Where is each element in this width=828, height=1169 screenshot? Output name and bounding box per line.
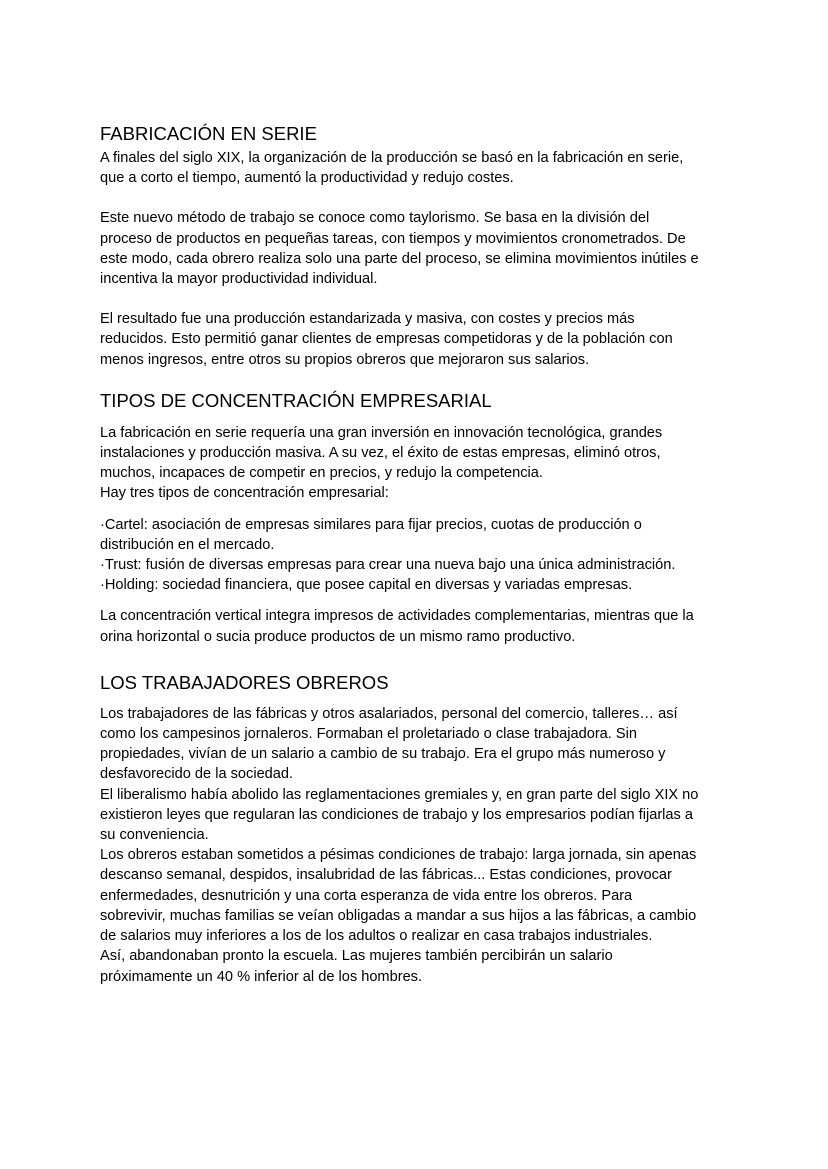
paragraph: [100, 515, 740, 596]
text-line: reducidos. Esto permitió ganar clientes de empresas competidoras y de la población con: [100, 331, 673, 348]
text-line: como los campesinos jornaleros. Formaban el proletariado o clase trabajadora. Sin: [100, 726, 638, 743]
paragraph: [100, 704, 740, 987]
text-line: que a corto el tiempo, aumentó la productividad y redujo costes.: [100, 170, 514, 187]
text-line: distribución en el mercado.: [100, 536, 275, 553]
paragraph: [100, 208, 740, 289]
section-title-trabajadores: LOS TRABAJADORES OBREROS: [100, 671, 389, 693]
document-page: [100, 122, 740, 987]
text-line: incentiva la mayor productividad individual.: [100, 271, 378, 288]
text-line: descanso semanal, despidos, insalubridad de las fábricas... Estas condiciones, provocar: [100, 867, 672, 884]
text-line: su conveniencia.: [100, 827, 209, 844]
text-line: proceso de productos en pequeñas tareas, con tiempos y movimientos cronometrados. De: [100, 230, 686, 247]
text-line: La concentración vertical integra impresos de actividades complementarias, mientras que la: [100, 608, 694, 625]
paragraph: [100, 148, 740, 188]
text-line: A finales del siglo XIX, la organización de la producción se basó en la fabricación en serie,: [100, 150, 684, 166]
text-line: Hay tres tipos de concentración empresarial:: [100, 485, 389, 502]
text-line: muchos, incapaces de competir en precios, y redujo la competencia.: [100, 465, 543, 482]
text-line: instalaciones y producción masiva. A su vez, el éxito de estas empresas, eliminó otros,: [100, 445, 661, 462]
paragraph: [100, 423, 740, 504]
text-line: menos ingresos, entre otros su propios obreros que mejoraron sus salarios.: [100, 351, 590, 368]
paragraph: [100, 606, 740, 646]
text-line: próximamente un 40 % inferior al de los hombres.: [100, 968, 423, 985]
text-line: El resultado fue una producción estandarizada y masiva, con costes y precios más: [100, 311, 635, 328]
text-line: desfavorecido de la sociedad.: [100, 766, 294, 783]
text-line: orina horizontal o sucia produce productos de un mismo ramo productivo.: [100, 628, 576, 645]
list-item-trust: ·Trust: fusión de diversas empresas para crear una nueva bajo una única administración.: [100, 557, 676, 574]
text-line: existieron leyes que regularan las condiciones de trabajo y los empresarios podían fijarlas a: [100, 806, 693, 823]
text-line: sobrevivir, muchas familias se veían obligadas a mandar a sus hijos a las fábricas, a cambio: [100, 907, 697, 924]
text-line: Este nuevo método de trabajo se conoce como taylorismo. Se basa en la división del: [100, 210, 650, 227]
text-line: Los obreros estaban sometidos a pésimas condiciones de trabajo: larga jornada, sin apenas: [100, 847, 697, 864]
text-line: propiedades, vivían de un salario a cambio de su trabajo. Era el grupo más numeroso y: [100, 746, 666, 763]
text-line: de salarios muy inferiores a los de los adultos o realizar en casa trabajos industriales.: [100, 928, 653, 945]
text-line: Así, abandonaban pronto la escuela. Las mujeres también percibirán un salario: [100, 948, 613, 965]
paragraph: [100, 309, 740, 370]
section-title-concentracion: TIPOS DE CONCENTRACIÓN EMPRESARIAL: [100, 389, 492, 411]
list-item-cartel: ·Cartel: asociación de empresas similares para fijar precios, cuotas de producción o: [100, 516, 642, 533]
text-line: este modo, cada obrero realiza solo una parte del proceso, se elimina movimientos inútiles e: [100, 250, 699, 267]
list-item-holding: ·Holding: sociedad financiera, que posee capital en diversas y variadas empresas.: [100, 577, 633, 594]
text-line: La fabricación en serie requería una gran inversión en innovación tecnológica, grandes: [100, 424, 663, 441]
text-line: Los trabajadores de las fábricas y otros asalariados, personal del comercio, talleres… así: [100, 705, 678, 722]
section-title-fabricacion: FABRICACIÓN EN SERIE: [100, 123, 317, 144]
text-line: enfermedades, desnutrición y una corta esperanza de vida entre los obreros. Para: [100, 887, 633, 904]
text-line: El liberalismo había abolido las reglamentaciones gremiales y, en gran parte del siglo XIX no: [100, 786, 699, 803]
